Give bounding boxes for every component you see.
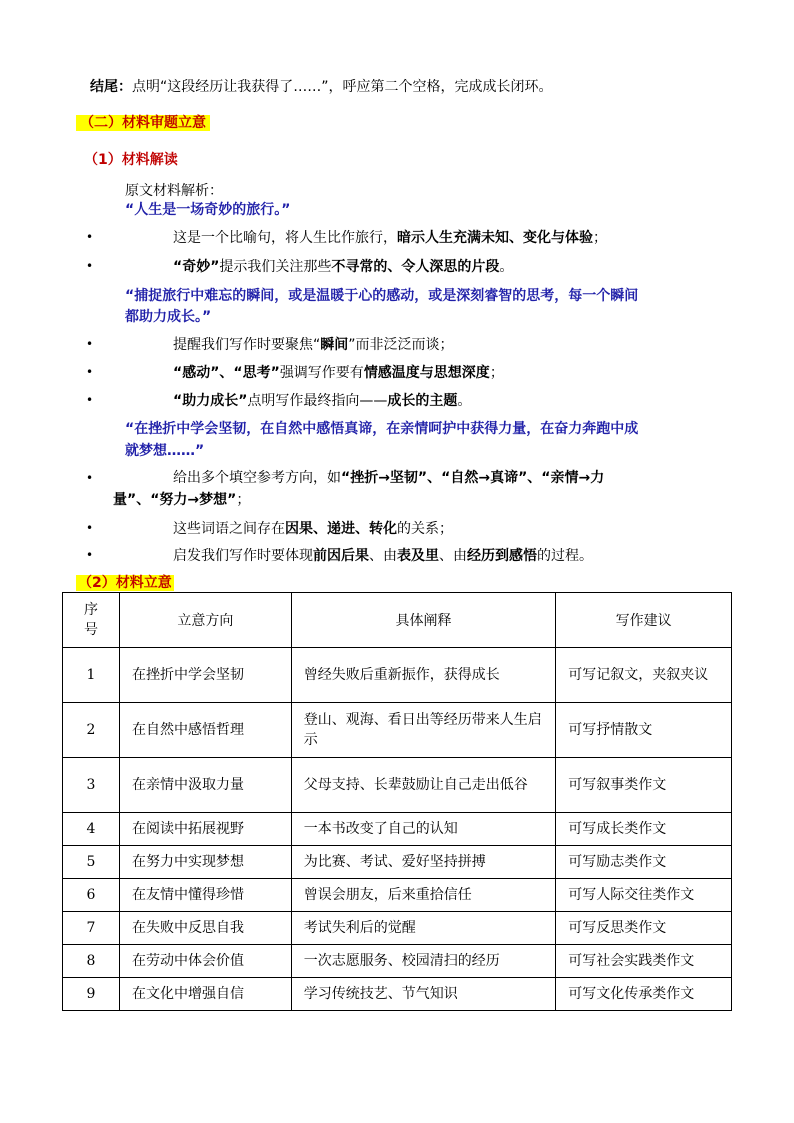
theme-explanation: 曾经失败后重新振作，获得成长: [291, 648, 556, 703]
theme-explanation: 父母支持、长辈鼓励让自己走出低谷: [291, 758, 556, 813]
bullet-icon: •: [86, 548, 94, 562]
header-cell: 序号: [63, 593, 120, 648]
ending-text: 点明“这段经历让我获得了……”，呼应第二个空格，完成成长闭环。: [132, 79, 553, 95]
analysis-item: 提醒我们写作时要聚焦“瞬间”而非泛泛而谈；: [173, 337, 454, 353]
theme-direction: 在劳动中体会价值: [119, 945, 291, 978]
theme-table: [62, 592, 732, 1011]
writing-advice: 可写文化传承类作文: [556, 978, 732, 1011]
quote-2-line-1: “捕捉旅行中难忘的瞬间，或是温暖于心的感动，或是深刻睿智的思考，每一个瞬间: [125, 288, 639, 304]
theme-direction: 在文化中增强自信: [119, 978, 291, 1011]
quote-3-line-2: 就梦想……”: [125, 443, 205, 459]
ending-label: 结尾：: [90, 79, 132, 95]
theme-direction: 在自然中感悟哲理: [119, 703, 291, 758]
theme-explanation: 一本书改变了自己的认知: [291, 813, 556, 846]
quote-2-line-2: 都助力成长。”: [125, 309, 212, 325]
bullet-icon: •: [86, 471, 94, 485]
theme-direction: 在友情中懂得珍惜: [119, 879, 291, 912]
analysis-item: 启发我们写作时要体现前因后果、由表及里、由经历到感悟的过程。: [173, 548, 593, 564]
analysis-item: “感动”、“思考”强调写作要有情感温度与思想深度；: [173, 365, 504, 381]
bullet-icon: •: [86, 230, 94, 244]
theme-explanation: 登山、观海、看日出等经历带来人生启示: [291, 703, 556, 758]
theme-explanation: 考试失利后的觉醒: [291, 912, 556, 945]
theme-direction: 在挫折中学会坚韧: [119, 648, 291, 703]
subsection-title-theme: （2）材料立意: [78, 575, 172, 591]
bullet-icon: •: [86, 337, 94, 351]
table-row: [63, 703, 732, 758]
writing-advice: 可写抒情散文: [556, 703, 732, 758]
quote-3-line-1: “在挫折中学会坚韧，在自然中感悟真谛，在亲情呵护中获得力量，在奋力奔跑中成: [125, 421, 639, 437]
row-number: 7: [63, 912, 120, 945]
table-row: [63, 978, 732, 1011]
row-number: 8: [63, 945, 120, 978]
analysis-item: 给出多个填空参考方向，如“挫折→坚韧”、“自然→真谛”、“亲情→力: [173, 470, 605, 486]
analysis-item: “奇妙”提示我们关注那些不寻常的、令人深思的片段。: [173, 259, 514, 275]
writing-advice: 可写记叙文，夹叙夹议: [556, 648, 732, 703]
analysis-item: “助力成长”点明写作最终指向——成长的主题。: [173, 393, 472, 409]
table-row: [63, 758, 732, 813]
row-number: 9: [63, 978, 120, 1011]
quote-1: “人生是一场奇妙的旅行。”: [125, 202, 291, 218]
subsection-title-reading: （1）材料解读: [84, 152, 178, 168]
analysis-item-continued: 量”、“努力→梦想”；: [113, 492, 251, 508]
writing-advice: 可写成长类作文: [556, 813, 732, 846]
theme-explanation: 一次志愿服务、校园清扫的经历: [291, 945, 556, 978]
theme-direction: 在亲情中汲取力量: [119, 758, 291, 813]
table-row: [63, 813, 732, 846]
theme-direction: 在阅读中拓展视野: [119, 813, 291, 846]
table-row: [63, 912, 732, 945]
bullet-icon: •: [86, 521, 94, 535]
writing-advice: 可写反思类作文: [556, 912, 732, 945]
analysis-item: 这是一个比喻句，将人生比作旅行，暗示人生充满未知、变化与体验；: [173, 230, 607, 246]
row-number: 3: [63, 758, 120, 813]
writing-advice: 可写社会实践类作文: [556, 945, 732, 978]
row-number: 5: [63, 846, 120, 879]
header-cell: 立意方向: [119, 593, 291, 648]
table-header-row: [63, 593, 732, 648]
writing-advice: 可写人际交往类作文: [556, 879, 732, 912]
table-row: [63, 648, 732, 703]
section-title: [76, 112, 210, 132]
intro-text: 原文材料解析：: [125, 183, 223, 199]
theme-explanation: 学习传统技艺、节气知识: [291, 978, 556, 1011]
writing-advice: 可写励志类作文: [556, 846, 732, 879]
section-title-text: （二）材料审题立意: [76, 115, 210, 131]
theme-direction: 在失败中反思自我: [119, 912, 291, 945]
header-cell: 写作建议: [556, 593, 732, 648]
bullet-icon: •: [86, 393, 94, 407]
table-row: [63, 879, 732, 912]
row-number: 4: [63, 813, 120, 846]
bullet-icon: •: [86, 365, 94, 379]
theme-explanation: 为比赛、考试、爱好坚持拼搏: [291, 846, 556, 879]
writing-advice: 可写叙事类作文: [556, 758, 732, 813]
analysis-item: 这些词语之间存在因果、递进、转化的关系；: [173, 521, 453, 537]
bullet-icon: •: [86, 259, 94, 273]
table-row: [63, 846, 732, 879]
theme-direction: 在努力中实现梦想: [119, 846, 291, 879]
row-number: 6: [63, 879, 120, 912]
row-number: 2: [63, 703, 120, 758]
header-cell: 具体阐释: [291, 593, 556, 648]
theme-explanation: 曾误会朋友，后来重拾信任: [291, 879, 556, 912]
row-number: 1: [63, 648, 120, 703]
ending-line: [90, 76, 553, 96]
table-row: [63, 945, 732, 978]
